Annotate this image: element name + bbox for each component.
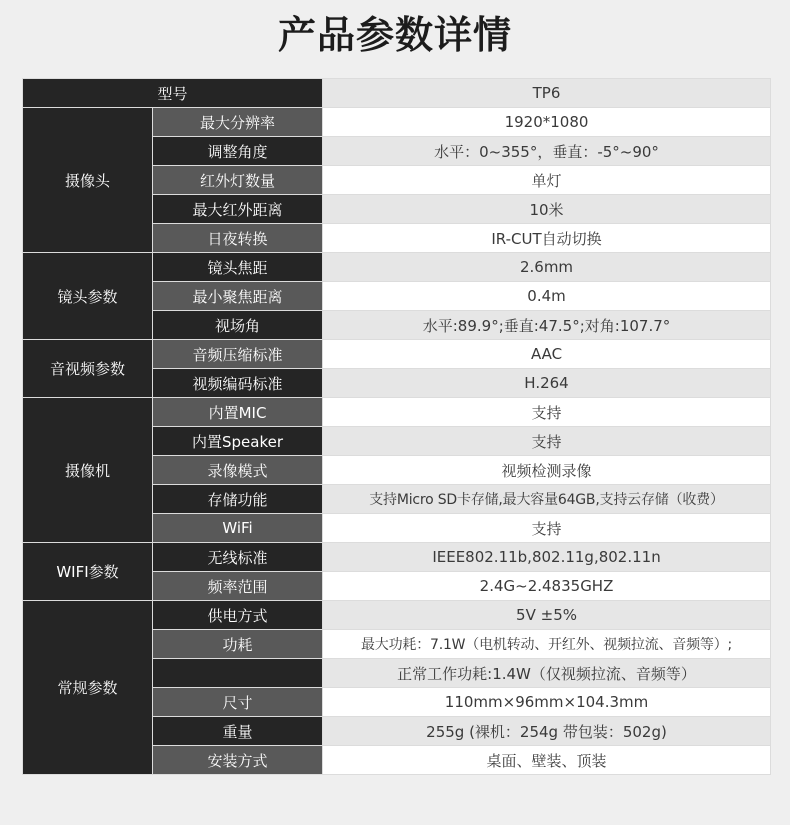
value-cell: 水平:89.9°;垂直:47.5°;对角:107.7° bbox=[323, 311, 771, 340]
page-title: 产品参数详情 bbox=[277, 13, 512, 57]
param-cell: 视场角 bbox=[153, 311, 323, 340]
param-cell: 内置Speaker bbox=[153, 427, 323, 456]
value-cell: 支持 bbox=[323, 398, 771, 427]
value-cell: 10米 bbox=[323, 195, 771, 224]
value-cell: 最大功耗：7.1W（电机转动、开红外、视频拉流、音频等）; bbox=[323, 630, 771, 659]
category-cell: 镜头参数 bbox=[23, 253, 153, 340]
param-cell: 功耗 bbox=[153, 630, 323, 659]
table-row bbox=[23, 543, 771, 572]
category-cell: 摄像头 bbox=[23, 108, 153, 253]
param-cell: 最大红外距离 bbox=[153, 195, 323, 224]
value-cell: AAC bbox=[323, 340, 771, 369]
table-row bbox=[23, 253, 771, 282]
value-cell: 桌面、壁装、顶装 bbox=[323, 746, 771, 775]
value-cell: 5V ±5% bbox=[323, 601, 771, 630]
model-label: 型号 bbox=[23, 79, 323, 108]
param-cell: WiFi bbox=[153, 514, 323, 543]
value-cell: 0.4m bbox=[323, 282, 771, 311]
param-cell: 频率范围 bbox=[153, 572, 323, 601]
value-cell: 255g (裸机：254g 带包装：502g) bbox=[323, 717, 771, 746]
param-cell: 录像模式 bbox=[153, 456, 323, 485]
value-cell: 110mm×96mm×104.3mm bbox=[323, 688, 771, 717]
value-cell: 1920*1080 bbox=[323, 108, 771, 137]
param-cell: 内置MIC bbox=[153, 398, 323, 427]
value-cell: 视频检测录像 bbox=[323, 456, 771, 485]
value-cell: 2.4G~2.4835GHZ bbox=[323, 572, 771, 601]
param-cell: 最小聚焦距离 bbox=[153, 282, 323, 311]
spec-table bbox=[22, 78, 771, 775]
param-cell: 日夜转换 bbox=[153, 224, 323, 253]
param-cell: 尺寸 bbox=[153, 688, 323, 717]
value-cell: 正常工作功耗:1.4W（仅视频拉流、音频等） bbox=[323, 659, 771, 688]
category-cell: 摄像机 bbox=[23, 398, 153, 543]
category-cell: 常规参数 bbox=[23, 601, 153, 775]
param-cell: 调整角度 bbox=[153, 137, 323, 166]
param-cell: 安装方式 bbox=[153, 746, 323, 775]
table-row bbox=[23, 398, 771, 427]
value-cell: 2.6mm bbox=[323, 253, 771, 282]
param-cell bbox=[153, 659, 323, 688]
param-cell: 无线标准 bbox=[153, 543, 323, 572]
category-cell: WIFI参数 bbox=[23, 543, 153, 601]
param-cell: 音频压缩标准 bbox=[153, 340, 323, 369]
param-cell: 红外灯数量 bbox=[153, 166, 323, 195]
param-cell: 重量 bbox=[153, 717, 323, 746]
table-row bbox=[23, 340, 771, 369]
value-cell: 支持 bbox=[323, 514, 771, 543]
table-row-model bbox=[23, 79, 771, 108]
param-cell: 供电方式 bbox=[153, 601, 323, 630]
param-cell: 镜头焦距 bbox=[153, 253, 323, 282]
table-row bbox=[23, 601, 771, 630]
param-cell: 最大分辨率 bbox=[153, 108, 323, 137]
table-row bbox=[23, 108, 771, 137]
category-cell: 音视频参数 bbox=[23, 340, 153, 398]
value-cell: IEEE802.11b,802.11g,802.11n bbox=[323, 543, 771, 572]
model-value: TP6 bbox=[323, 79, 771, 108]
value-cell: 支持Micro SD卡存储,最大容量64GB,支持云存储（收费） bbox=[323, 485, 771, 514]
value-cell: 水平：0~355°，垂直：-5°~90° bbox=[323, 137, 771, 166]
param-cell: 存储功能 bbox=[153, 485, 323, 514]
value-cell: 支持 bbox=[323, 427, 771, 456]
value-cell: IR-CUT自动切换 bbox=[323, 224, 771, 253]
value-cell: H.264 bbox=[323, 369, 771, 398]
value-cell: 单灯 bbox=[323, 166, 771, 195]
param-cell: 视频编码标准 bbox=[153, 369, 323, 398]
